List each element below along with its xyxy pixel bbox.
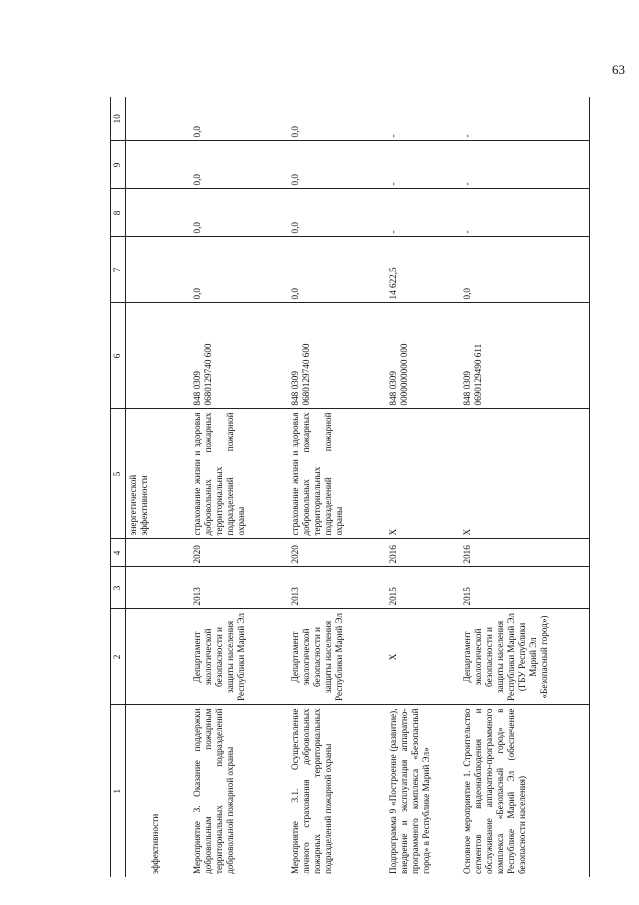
- cell-end-year: 2016: [386, 539, 460, 567]
- col-header-5: 5: [111, 409, 126, 539]
- cell-value-10: -: [460, 97, 590, 141]
- rotated-page: [110, 97, 630, 877]
- cell-executor: Департамент экологической безопасности и защиты населения Республики Марий Эл: [288, 609, 386, 705]
- cell-value-7: 0,0: [460, 237, 590, 303]
- column-number-row: [111, 97, 126, 877]
- budget-code-line-2: 0680129740 600: [300, 343, 311, 406]
- cell-end-year: 2020: [288, 539, 386, 567]
- col-header-4: 4: [111, 539, 126, 567]
- cell-end-year: [126, 539, 190, 567]
- cell-executor: X: [386, 609, 460, 705]
- cell-value-7: [126, 237, 190, 303]
- cell-value-10: 0,0: [190, 97, 288, 141]
- cell-code: [288, 303, 386, 409]
- cell-end-year: 2020: [190, 539, 288, 567]
- cell-code: [460, 303, 590, 409]
- cell-value-8: 0,0: [288, 189, 386, 237]
- cell-executor: Департамент экологической безопасности и защиты населения Республики Марий Эл: [190, 609, 288, 705]
- cell-value-10: -: [386, 97, 460, 141]
- cell-value-7: 14 622,5: [386, 237, 460, 303]
- col-header-2: 2: [111, 609, 126, 705]
- col-header-7: 7: [111, 237, 126, 303]
- cell-end-year: 2016: [460, 539, 590, 567]
- table-row: [460, 97, 590, 877]
- cell-result: страхование жизни и здоровья добровольных пожарных территориальных подразделений пожарной охраны: [190, 409, 288, 539]
- cell-result: X: [386, 409, 460, 539]
- table-row: [288, 97, 386, 877]
- cell-value-9: -: [386, 141, 460, 189]
- budget-code-line-1: 848 0309: [387, 371, 398, 406]
- budget-code-line-1: 848 0309: [191, 371, 202, 406]
- cell-name: Подпрограмма 9 «Построение (развитие), внедрение и эксплуатация аппаратно-программного комплекса «Безопасный город» в Республике Марий Эл»: [387, 708, 431, 874]
- cell-start-year: [126, 567, 190, 609]
- cell-code: [126, 303, 190, 409]
- cell-value-7: 0,0: [190, 237, 288, 303]
- cell-code: [190, 303, 288, 409]
- cell-value-9: 0,0: [190, 141, 288, 189]
- budget-code-line-2: 0690129490 611: [472, 343, 483, 406]
- cell-value-7: 0,0: [288, 237, 386, 303]
- cell-result: энергетической эффективности: [126, 409, 190, 539]
- table-row: [386, 97, 460, 877]
- table-row: [190, 97, 288, 877]
- program-table: [110, 97, 590, 877]
- cell-code: [386, 303, 460, 409]
- budget-code-line-2: 0000000000 000: [398, 343, 409, 406]
- cell-value-10: [126, 97, 190, 141]
- col-header-1: 1: [111, 705, 126, 877]
- budget-code-line-1: 848 0309: [289, 371, 300, 406]
- cell-name: Мероприятие 3. Оказание поддержки добровольным пожарным территориальных подразделений добровольной пожарной охраны: [191, 708, 235, 874]
- cell-result: страхование жизни и здоровья добровольных пожарных территориальных подразделений пожарной охраны: [288, 409, 386, 539]
- cell-name: Мероприятие 3.1. Осуществление личного страхования добровольных пожарных территориальных подразделений пожарной охраны: [289, 708, 333, 874]
- budget-code-line-2: 0680129740 600: [202, 343, 213, 406]
- cell-name: Основное мероприятие 1. Строительство сегментов видеонаблюдения и обслуживание аппаратно-программного комплекса «Безопасный город» в Республике Марий Эл (обеспечение безопасности населения): [460, 705, 590, 877]
- cell-start-year: 2015: [386, 567, 460, 609]
- col-header-9: 9: [111, 141, 126, 189]
- cell-value-8: 0,0: [190, 189, 288, 237]
- cell-result: X: [460, 409, 590, 539]
- cell-executor: Департамент экологической безопасности и защиты населения Республики Марий Эл (ГБУ Республики Марий Эл «Безопасный город»): [460, 609, 590, 705]
- cell-value-9: [126, 141, 190, 189]
- cell-value-10: 0,0: [288, 97, 386, 141]
- page-number: 63: [612, 62, 625, 77]
- cell-value-8: [126, 189, 190, 237]
- cell-executor: [126, 609, 190, 705]
- cell-value-8: -: [386, 189, 460, 237]
- col-header-6: 6: [111, 303, 126, 409]
- cell-start-year: 2013: [288, 567, 386, 609]
- col-header-8: 8: [111, 189, 126, 237]
- table-row: [126, 97, 190, 877]
- cell-value-9: -: [460, 141, 590, 189]
- col-header-10: 10: [111, 97, 126, 141]
- col-header-3: 3: [111, 567, 126, 609]
- budget-code-line-1: 848 0309: [461, 371, 472, 406]
- cell-start-year: 2015: [460, 567, 590, 609]
- cell-start-year: 2013: [190, 567, 288, 609]
- cell-name: эффективности: [150, 813, 160, 874]
- cell-value-9: 0,0: [288, 141, 386, 189]
- cell-value-8: -: [460, 189, 590, 237]
